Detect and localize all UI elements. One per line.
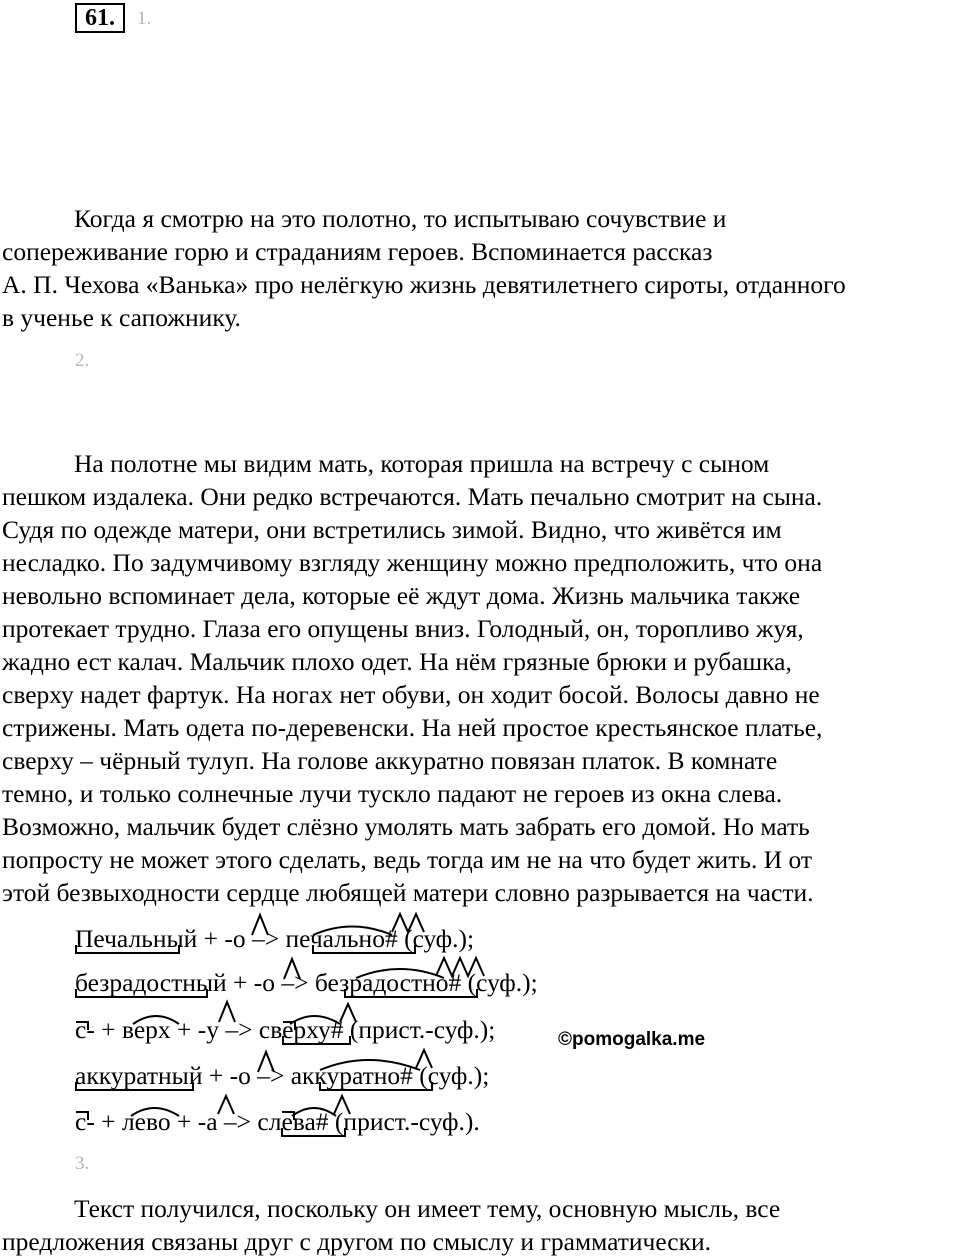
task2-paragraph [2, 447, 960, 909]
text-line: жадно ест калач. Мальчик плохо одет. На нём грязные брюки и рубашка, [2, 647, 792, 676]
text-line: пешком издалека. Они редко встречаются. Мать печально смотрит на сына. [2, 482, 823, 511]
task1-label: 1. [137, 8, 152, 29]
text-line: несладко. По задумчивому взгляду женщину можно предположить, что она [2, 548, 823, 577]
text-line: Когда я смотрю на это полотно, то испытываю сочувствие и [74, 204, 727, 233]
text-line: А. П. Чехова «Ванька» про нелёгкую жизнь девятилетнего сироты, отданного [2, 270, 846, 299]
word-analysis-line: Печальный + -о –> печально# (суф.); [75, 924, 475, 953]
task3-label: 3. [75, 1153, 90, 1174]
word-analysis-line: аккуратный + -о –> аккуратно# (суф.); [75, 1061, 490, 1090]
text-line: сверху – чёрный тулуп. На голове аккуратно повязан платок. В комнате [2, 746, 778, 775]
task1-paragraph [2, 202, 960, 334]
task2-label: 2. [75, 350, 90, 371]
text-line: Текст получился, поскольку он имеет тему, основную мысль, все [74, 1194, 781, 1223]
text-line: протекает трудно. Глаза его опущены вниз. Голодный, он, торопливо жуя, [2, 614, 804, 643]
text-line: темно, и только солнечные лучи тускло падают не героев из окна слева. [2, 779, 783, 808]
watermark: ©pomogalka.me [558, 1029, 706, 1050]
word-analysis-line: безрадостный + -о –> безрадостно# (суф.); [75, 968, 538, 997]
text-line: Судя по одежде матери, они встретились зимой. Видно, что живётся им [2, 515, 782, 544]
text-line: Возможно, мальчик будет слёзно умолять мать забрать его домой. Но мать [2, 812, 810, 841]
text-line: попросту не может этого сделать, ведь тогда им не на что будет жить. И от [2, 845, 813, 874]
text-line: этой безвыходности сердце любящей матери словно разрывается на части. [2, 878, 814, 907]
word-analysis-line: с- + лево + -а –> слева# (прист.-суф.). [75, 1107, 480, 1136]
text-line: На полотне мы видим мать, которая пришла на встречу с сыном [74, 449, 770, 478]
text-line: невольно вспоминает дела, которые её ждут дома. Жизнь мальчика также [2, 581, 801, 610]
text-line: стрижены. Мать одета по-деревенски. На ней простое крестьянское платье, [2, 713, 823, 742]
task3-paragraph [2, 1192, 960, 1258]
word-analysis-line: с- + верх + -у –> сверху# (прист.-суф.); [75, 1015, 496, 1044]
exercise-number: 61. [75, 3, 125, 33]
text-line: сопереживание горю и страданиям героев. Вспоминается рассказ [2, 237, 713, 266]
text-line: сверху надет фартук. На ногах нет обуви, он ходит босой. Волосы давно не [2, 680, 820, 709]
text-line: в ученье к сапожнику. [2, 303, 241, 332]
text-line: предложения связаны друг с другом по смыслу и грамматически. [2, 1227, 712, 1256]
